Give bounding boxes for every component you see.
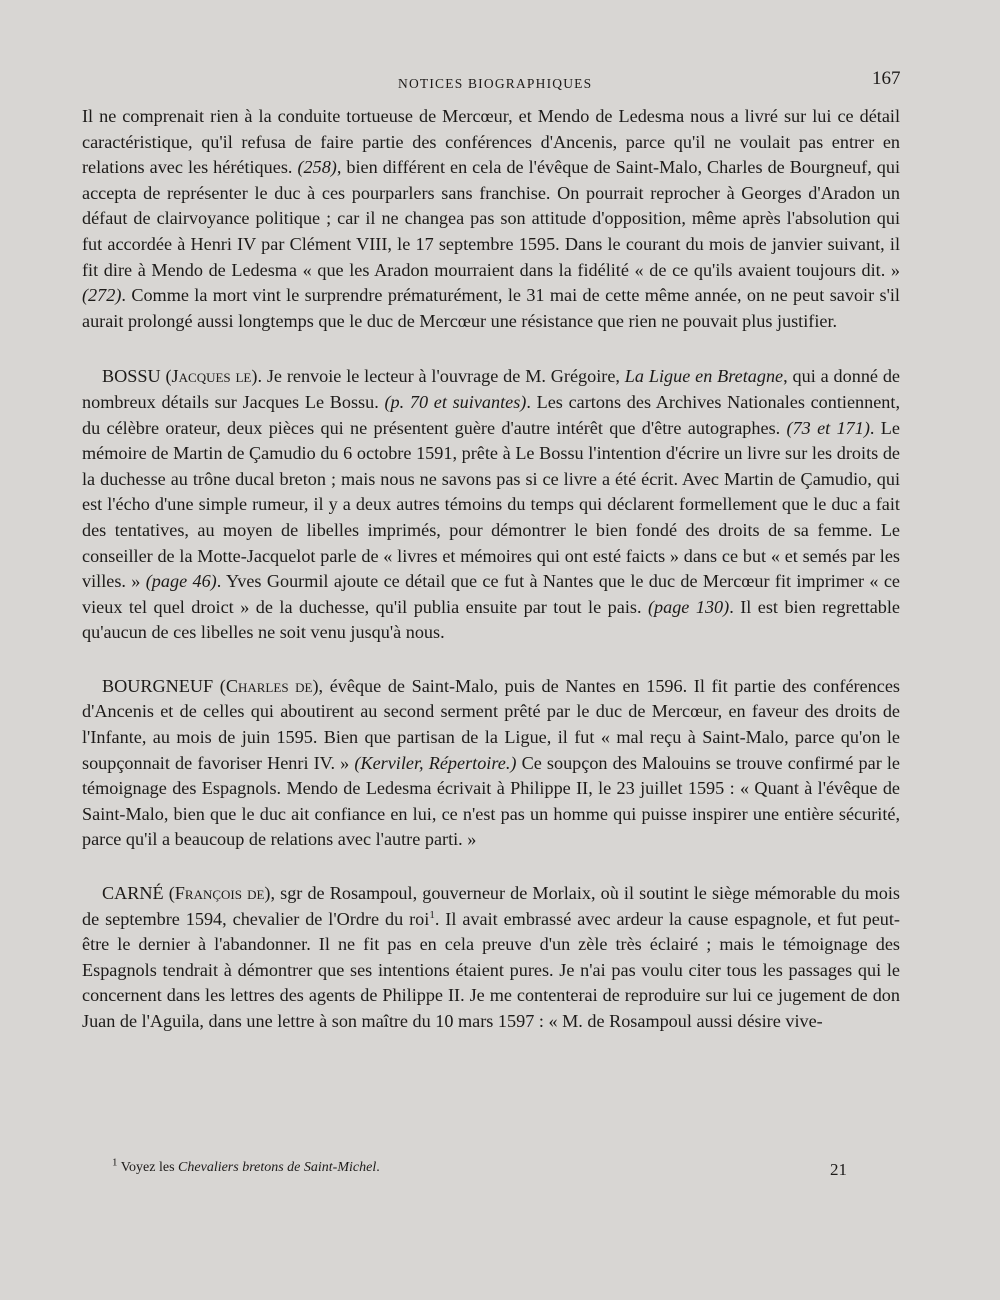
bourgneuf-given-name: (Charles de): [219, 675, 319, 696]
entry-carne: [82, 881, 900, 1035]
bourgneuf-surname: BOURGNEUF: [102, 675, 214, 696]
bossu-ref-1: (p. 70 et suivantes): [384, 391, 527, 412]
bossu-book-title: La Ligue en Bretagne: [624, 366, 784, 387]
entry-bossu: [82, 364, 900, 646]
bourgneuf-ref-1: (Kerviler, Répertoire.): [354, 752, 517, 773]
page-body: [82, 104, 900, 1063]
bossu-ref-2: (73 et 171): [786, 417, 870, 438]
aradon-ref-258: (258): [297, 157, 337, 178]
footnote-number: 1: [112, 1156, 118, 1169]
bossu-text-2: , qui a donné de nombreux détails sur Jacques Le Bossu.: [82, 366, 901, 412]
bossu-given-name: (Jacques le): [165, 366, 258, 387]
bossu-text-3: . Les cartons des Archives Nationales contiennent, du célèbre orateur, deux pièces qui ne présentent guère d'autre intérêt que d'être autographes.: [82, 391, 900, 438]
bossu-ref-3: (page 46): [145, 571, 217, 592]
aradon-text: Il ne comprenait rien à la conduite tortueuse de Mercœur, et Mendo de Ledesma nous a livré sur lui ce détail caractéristique, qu'il refusa de faire partie des conférences d'Ancenis, parce qu'il ne voulait pas entrer en relations avec les hérétiques.: [82, 106, 900, 178]
footnote-text-2: .: [376, 1160, 380, 1175]
page-header: [0, 66, 1000, 96]
bossu-surname: BOSSU: [102, 366, 161, 387]
carne-text-2: . Il avait embrassé avec ardeur la cause espagnole, et fut peut-être le dernier à l'abandonner. Il ne fit pas en cela preuve d'un zèle très éclairé ; mais le témoignage des Espagnols tendrait à démontrer que ses intentions étaient pures. Je n'ai pas voulu citer tous les passages qui le concernent dans les lettres des agents de Philippe II. Je me contenterai de reproduire sur lui ce jugement de don Juan de l'Aguila, dans une lettre à son maître du 10 mars 1597 : « M. de Rosampoul aussi désire vive-: [82, 908, 900, 1031]
footnote: [112, 1156, 380, 1176]
signature-mark: 21: [830, 1160, 847, 1179]
footnote-marker: 1: [429, 908, 435, 921]
aradon-text-2: , bien différent en cela de l'évêque de Saint-Malo, Charles de Bourgneuf, qui accepta de représenter le duc à ces pourparlers sans franchise. On pourrait reprocher à Georges d'Aradon un défaut de clairvoyance politique ; car il ne changea pas son attitude d'opposition, même après l'absolution qui fut accordée à Henri IV par Clément VIII, le 17 septembre 1595. Dans le courant du mois de janvier suivant, il fit dire à Mendo de Ledesma « que les Aradon mourraient dans la fidélité « de ce qu'ils avaient toujours dit. »: [82, 157, 900, 280]
bossu-text-5: . Yves Gourmil ajoute ce détail que ce fut à Nantes que le duc de Mercœur fit imprimer « ce vieux tel quel droict » de la duchesse, qu'il publia ensuite par tout le pais.: [82, 571, 901, 617]
bossu-text-1: . Je renvoie le lecteur à l'ouvrage de M. Grégoire,: [257, 366, 625, 387]
bossu-ref-4: (page 130): [647, 596, 730, 617]
carne-text-1: , sgr de Rosampoul, gouverneur de Morlaix, où il soutint le siège mémorable du mois de septembre 1594, chevalier de l'Ordre du roi: [82, 883, 901, 929]
footnote-title: Chevaliers bretons de Saint-Michel: [178, 1160, 377, 1175]
carne-surname: CARNÉ: [102, 883, 164, 904]
bossu-text-4: . Le mémoire de Martin de Çamudio du 6 octobre 1591, prête à Le Bossu l'intention d'écrire un livre sur les droits de la duchesse au trône ducal breton ; mais nous ne savons pas si ce livre a été écrit. Avec Martin de Çamudio, qui est l'écho d'une simple rumeur, il y a deux autres témoins du temps qui déclarent formellement que le duc a fait des tentatives, au moyen de libelles imprimés, pour démontrer le bien fondé des droits de sa femme. Le conseiller de la Motte-Jacquelot parle de « livres et mémoires qui ont esté faicts » dans ce but « et semés par les villes. »: [82, 417, 900, 592]
carne-given-name: (François de): [168, 883, 271, 904]
page-number: 167: [872, 68, 901, 89]
footnote-text-1: Voyez les: [117, 1160, 179, 1175]
paragraph-aradon: [82, 104, 900, 334]
running-title: NOTICES BIOGRAPHIQUES: [398, 76, 593, 91]
entry-bourgneuf: [82, 674, 900, 853]
bossu-text-6: . Il est bien regrettable qu'aucun de ces libelles ne soit venu jusqu'à nous.: [82, 596, 900, 643]
bourgneuf-text-2: Ce soupçon des Malouins se trouve confirmé par le témoignage des Espagnols. Mendo de Ledesma écrivait à Philippe II, le 23 juillet 1595 : « Quant à l'évêque de Saint-Malo, bien que le duc ait confiance en lui, ce n'est pas un homme qui puisse inspirer une entière sécurité, parce qu'il a beaucoup de relations avec l'autre parti. »: [82, 752, 901, 850]
bourgneuf-text-1: , évêque de Saint-Malo, puis de Nantes en 1596. Il fit partie des conférences d'Ancenis et de celles qui aboutirent au second serment prêté par le duc de Mercœur, en faveur des droits de l'Infante, au mois de juin 1595. Bien que partisan de la Ligue, il fut « mal reçu à Saint-Malo, parce qu'on le soupçonnait de favoriser Henri IV. »: [82, 675, 900, 773]
aradon-text-3: . Comme la mort vint le surprendre prématurément, le 31 mai de cette même année, on ne peut savoir s'il aurait prolongé aussi longtemps que le duc de Mercœur une résistance que rien ne pouvait plus justifier.: [82, 285, 900, 331]
aradon-ref-272: (272): [82, 285, 122, 306]
